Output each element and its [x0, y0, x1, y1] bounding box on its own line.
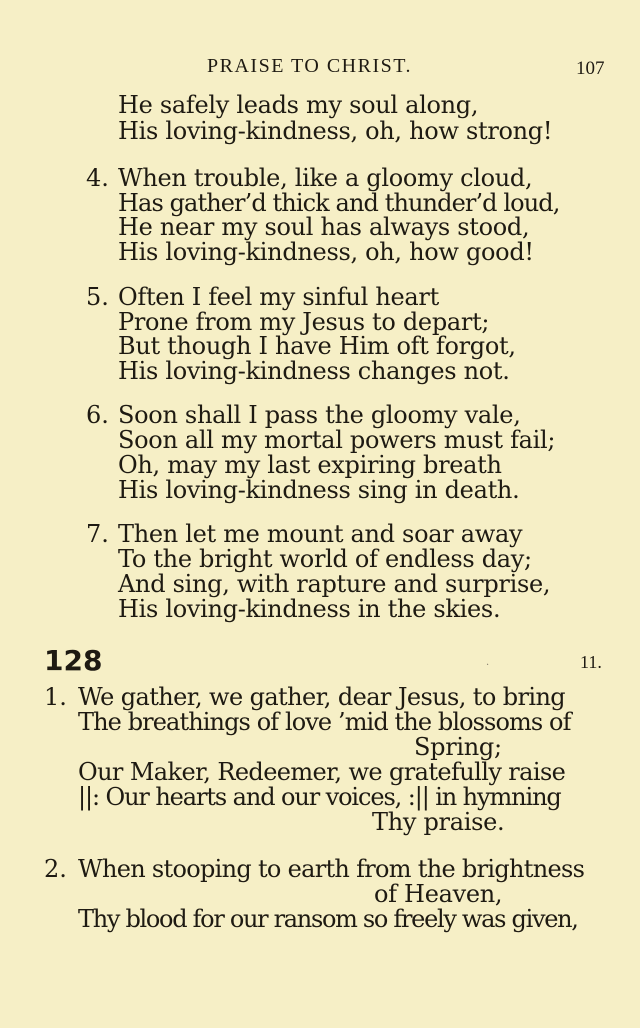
running-header: PRAISE TO CHRIST. [207, 55, 412, 77]
print-speck: · [486, 660, 490, 671]
verse-line: Our Maker, Redeemer, we gratefully raise [78, 758, 566, 786]
hymn-meter: 11. [580, 652, 602, 672]
verse-line: His loving-kindness, oh, how strong! [118, 117, 553, 145]
verse-line: Then let me mount and soar away [118, 520, 523, 548]
verse-line: But though I have Him oft forgot, [118, 332, 516, 360]
page-number: 107 [576, 58, 605, 79]
verse-line: We gather, we gather, dear Jesus, to bring [78, 683, 566, 711]
verse-line: Thy praise. [372, 808, 505, 836]
verse-line: The breathings of love ’mid the blossoms of [78, 708, 571, 736]
verse-line: ||: Our hearts and our voices, :|| in hymning [78, 783, 561, 811]
verse-line: Often I feel my sinful heart [118, 283, 439, 311]
verse-number: 5. [86, 283, 109, 311]
verse-number: 7. [86, 520, 109, 548]
verse-line: of Heaven, [374, 880, 503, 908]
verse-line: Has gather’d thick and thunder’d loud, [118, 189, 560, 217]
verse-line: His loving-kindness in the skies. [118, 595, 501, 623]
verse-line: Spring; [414, 733, 502, 761]
verse-number: 1. [44, 683, 67, 711]
hymn-number: 128 [44, 644, 103, 677]
verse-number: 4. [86, 164, 109, 192]
verse-line: Oh, may my last expiring breath [118, 451, 502, 479]
verse-line: His loving-kindness sing in death. [118, 476, 520, 504]
verse-number: 2. [44, 855, 67, 883]
verse-line: He near my soul has always stood, [118, 213, 530, 241]
verse-line: Thy blood for our ransom so freely was given, [78, 905, 578, 933]
verse-number: 6. [86, 401, 109, 429]
verse-line: When trouble, like a gloomy cloud, [118, 164, 533, 192]
verse-line: Soon shall I pass the gloomy vale, [118, 401, 521, 429]
verse-line: When stooping to earth from the brightness [78, 855, 585, 883]
verse-line: To the bright world of endless day; [118, 545, 532, 573]
verse-line: He safely leads my soul along, [118, 91, 479, 119]
verse-line: His loving-kindness changes not. [118, 357, 510, 385]
verse-line: Soon all my mortal powers must fail; [118, 426, 556, 454]
verse-line: And sing, with rapture and surprise, [118, 570, 551, 598]
verse-line: His loving-kindness, oh, how good! [118, 238, 534, 266]
verse-line: Prone from my Jesus to depart; [118, 308, 490, 336]
